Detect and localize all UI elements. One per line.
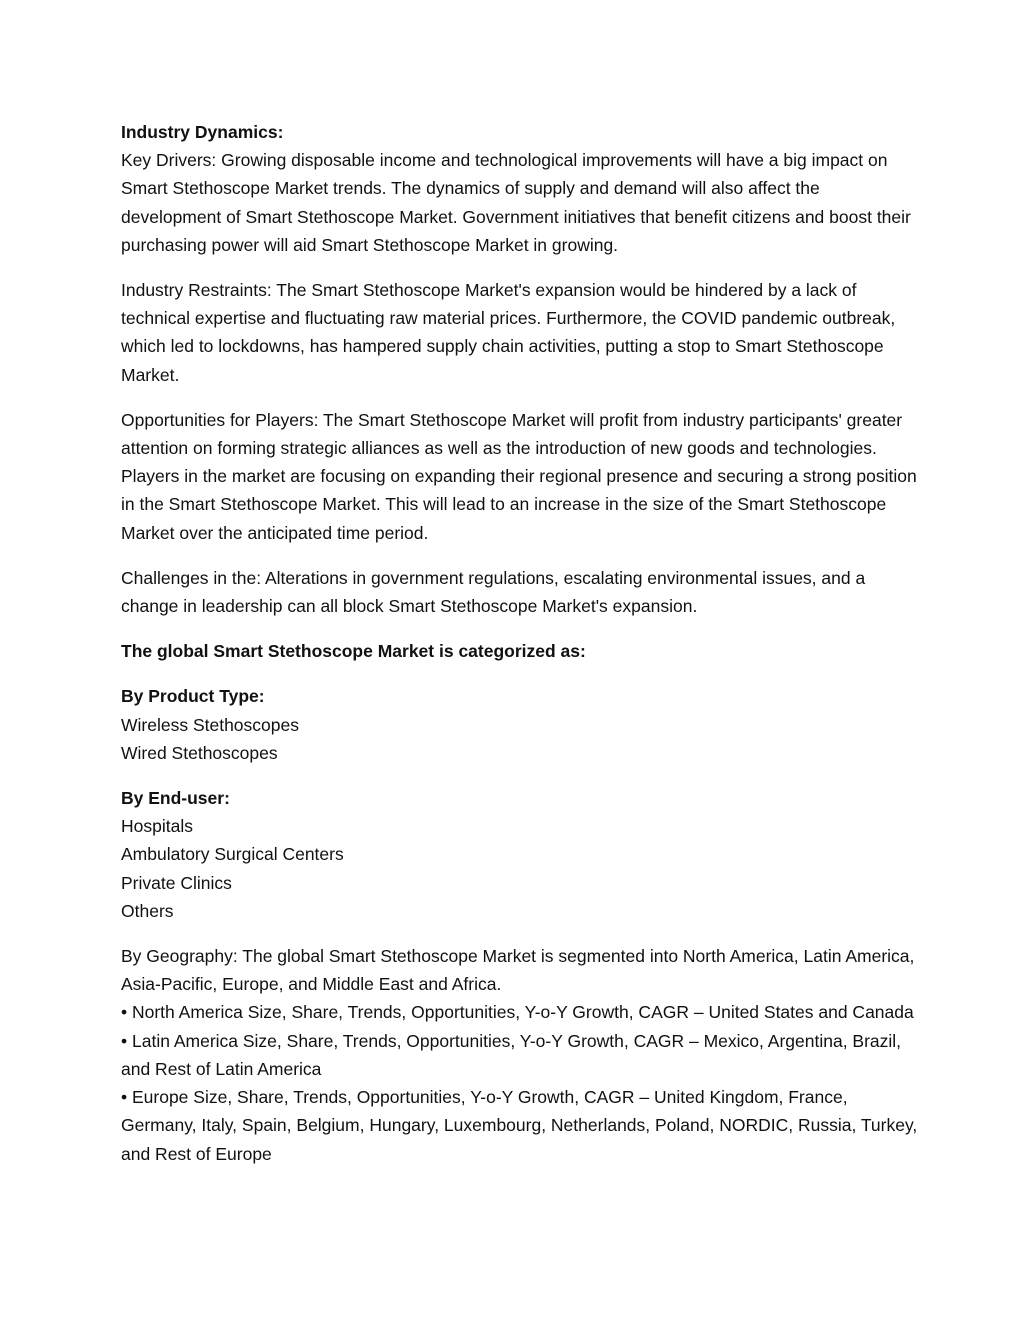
geography-section bbox=[121, 942, 921, 1168]
key-drivers-paragraph: Key Drivers: Growing disposable income and technological improvements will have a big impact on Smart Stethoscope Market trends. The dynamics of supply and demand will also affect the development of Smart Stethoscope Market. Government initiatives that benefit citizens and boost their purchasing power will aid Smart Stethoscope Market in growing. bbox=[121, 150, 911, 255]
geography-bullet: • Europe Size, Share, Trends, Opportunities, Y-o-Y Growth, CAGR – United Kingdom, France, Germany, Italy, Spain, Belgium, Hungary, Luxembourg, Netherlands, Poland, NORDIC, Russia, Turkey, and Rest of Europe bbox=[121, 1087, 918, 1164]
restraints-paragraph: Industry Restraints: The Smart Stethoscope Market's expansion would be hindered by a lack of technical expertise and fluctuating raw material prices. Furthermore, the COVID pandemic outbreak, which led to lockdowns, has hampered supply chain activities, putting a stop to Smart Stethoscope Market. bbox=[121, 280, 896, 385]
end-user-section bbox=[121, 784, 921, 925]
product-type-section bbox=[121, 682, 921, 767]
geography-bullet: • Latin America Size, Share, Trends, Opportunities, Y-o-Y Growth, CAGR – Mexico, Argentina, Brazil, and Rest of Latin America bbox=[121, 1030, 902, 1079]
product-type-heading: By Product Type: bbox=[121, 686, 265, 707]
list-item: Ambulatory Surgical Centers bbox=[121, 844, 344, 865]
industry-dynamics-section bbox=[121, 118, 921, 259]
geography-intro: By Geography: The global Smart Stethoscope Market is segmented into North America, Latin America, Asia-Pacific, Europe, and Middle East and Africa. bbox=[121, 946, 915, 995]
document-page bbox=[121, 118, 921, 1185]
geography-bullet: • North America Size, Share, Trends, Opportunities, Y-o-Y Growth, CAGR – United States and Canada bbox=[121, 1002, 914, 1023]
list-item: Others bbox=[121, 900, 174, 921]
categorization-heading: The global Smart Stethoscope Market is categorized as: bbox=[121, 641, 586, 662]
list-item: Private Clinics bbox=[121, 872, 232, 893]
list-item: Hospitals bbox=[121, 816, 193, 837]
list-item: Wireless Stethoscopes bbox=[121, 714, 299, 735]
opportunities-paragraph: Opportunities for Players: The Smart Stethoscope Market will profit from industry participants' greater attention on forming strategic alliances as well as the introduction of new goods and technologies. Players in the market are focusing on expanding their regional presence and securing a strong position in the Smart Stethoscope Market. This will lead to an increase in the size of the Smart Stethoscope Market over the anticipated time period. bbox=[121, 409, 917, 543]
list-item: Wired Stethoscopes bbox=[121, 742, 278, 763]
industry-dynamics-heading: Industry Dynamics: bbox=[121, 122, 284, 142]
end-user-heading: By End-user: bbox=[121, 788, 230, 809]
challenges-paragraph: Challenges in the: Alterations in government regulations, escalating environmental issues, and a change in leadership can all block Smart Stethoscope Market's expansion. bbox=[121, 567, 866, 617]
